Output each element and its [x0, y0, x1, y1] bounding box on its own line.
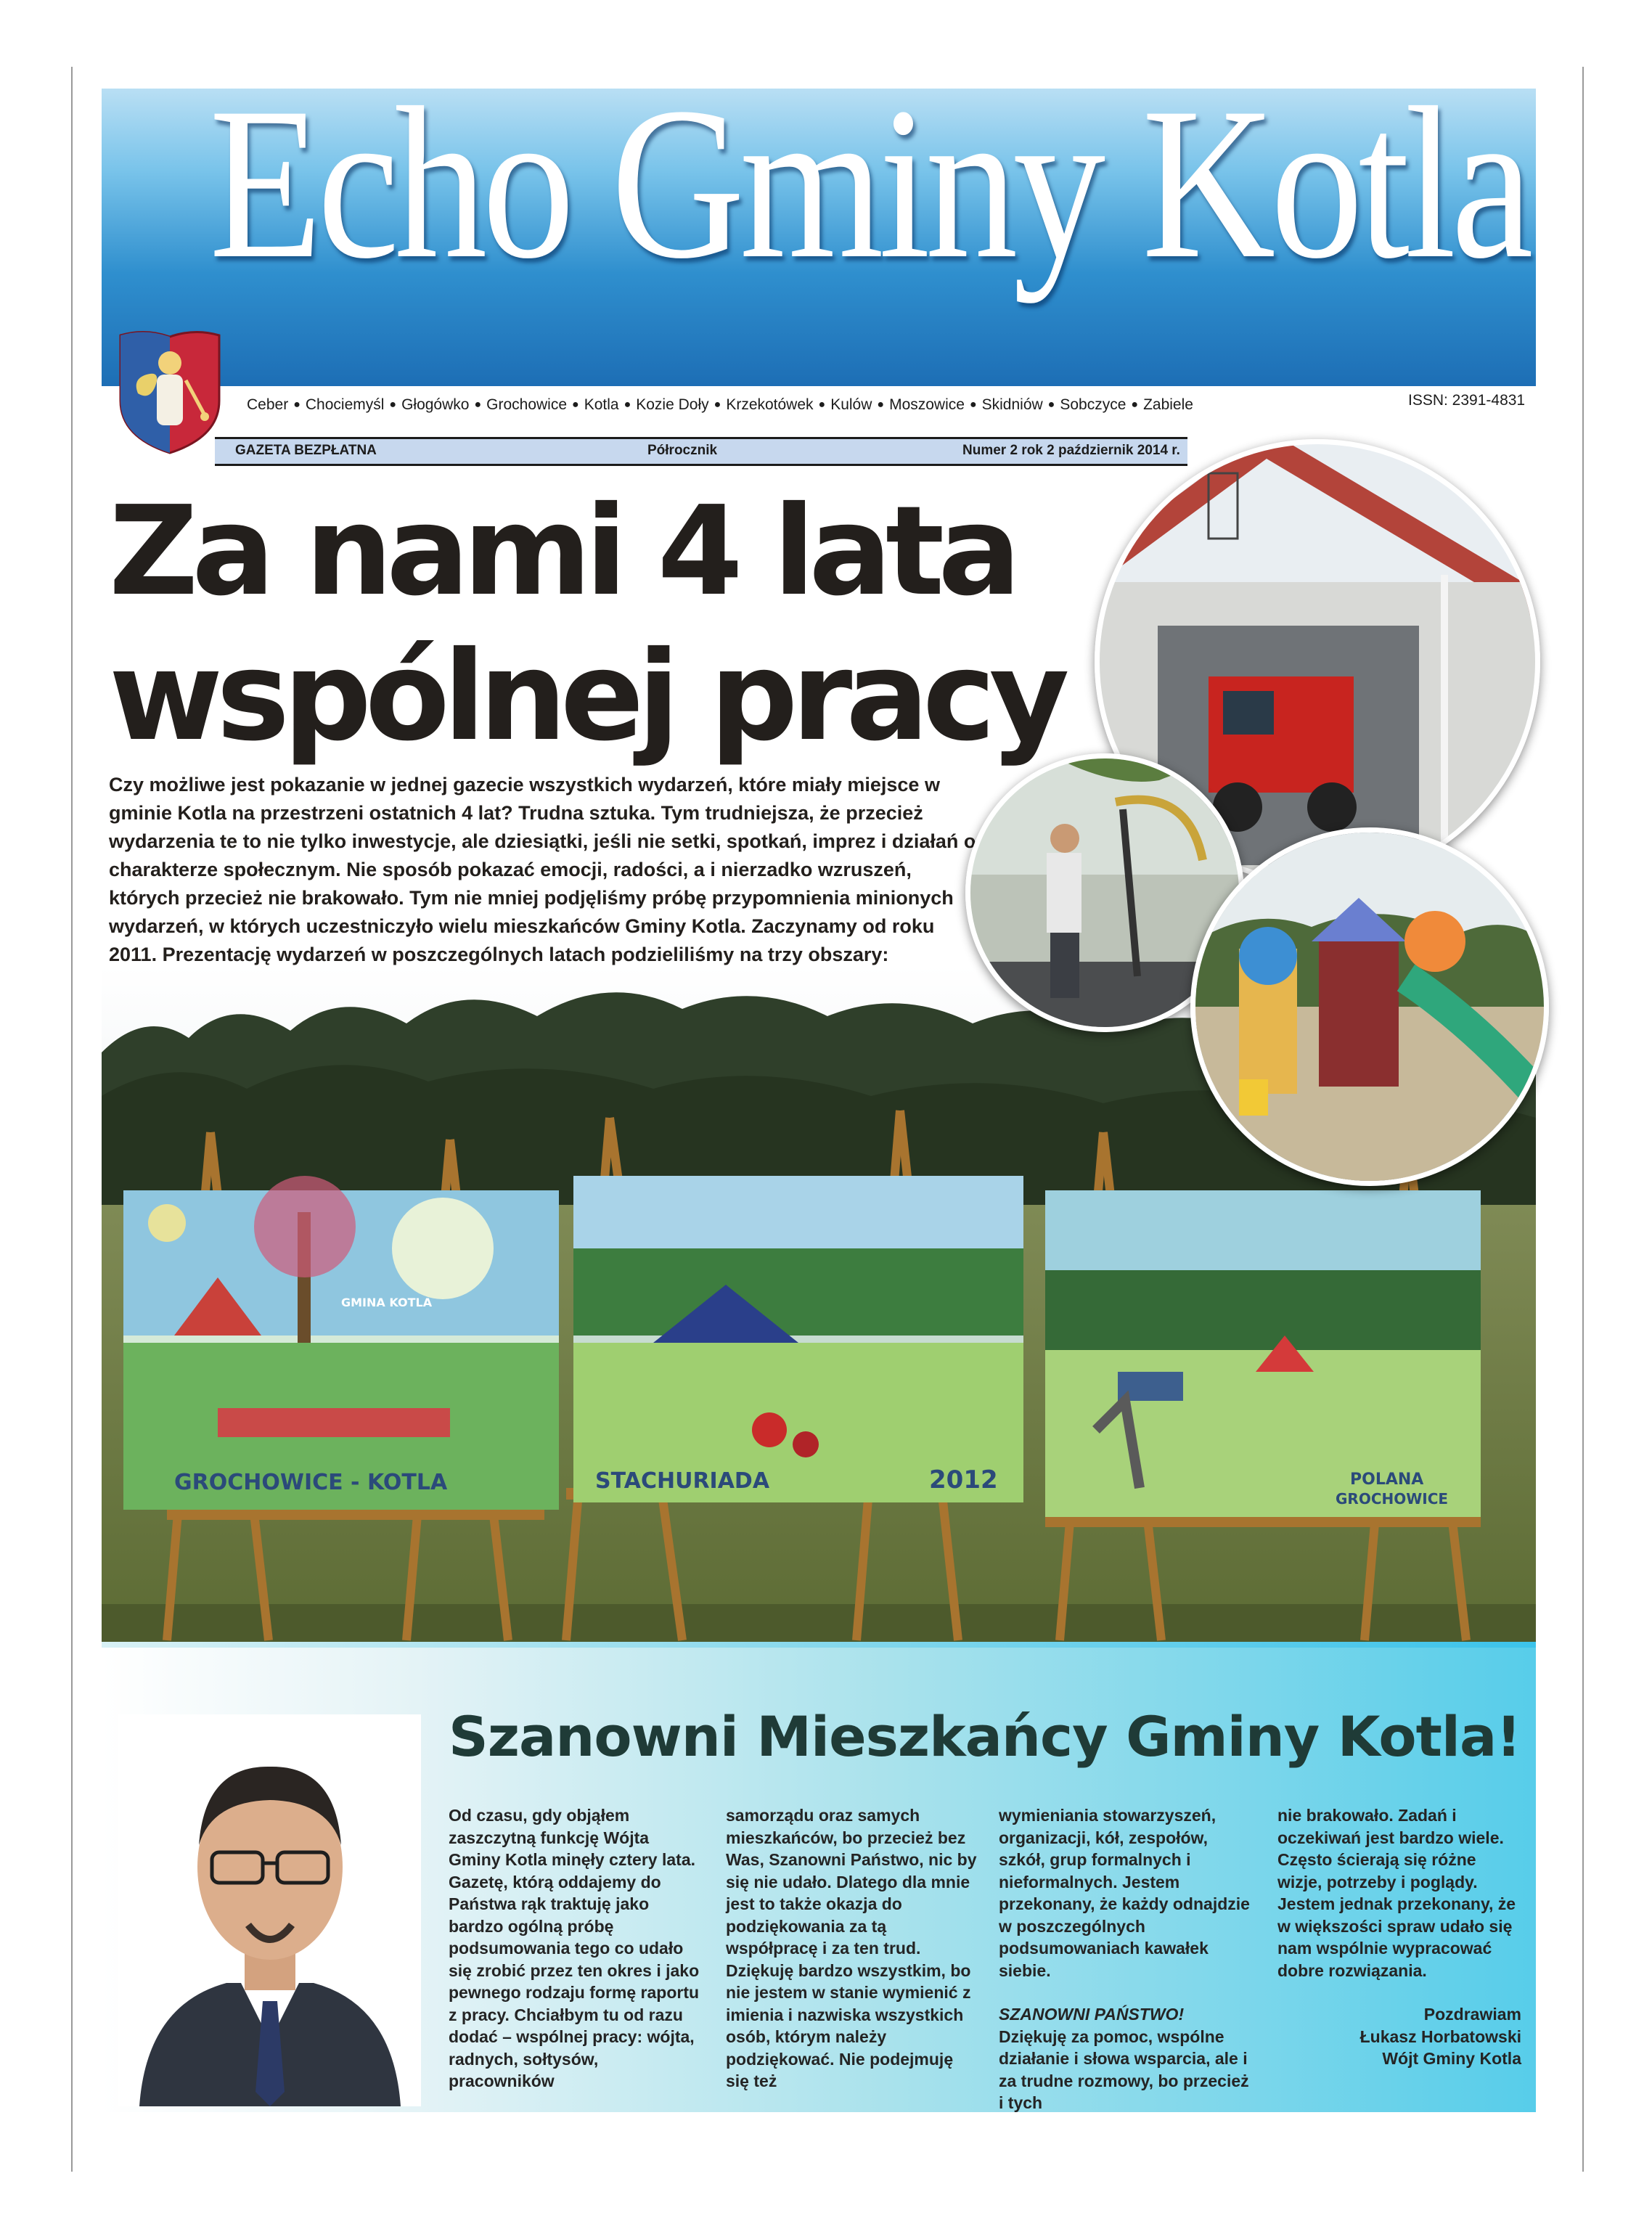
village-item: Krzekotówek	[726, 396, 814, 413]
painting-caption: GROCHOWICE	[1336, 1490, 1449, 1508]
village-item: Moszowice	[889, 396, 965, 413]
village-item: Skidniów	[981, 396, 1043, 413]
letter-column-1	[449, 1804, 703, 2093]
village-item: Głogówko	[401, 396, 470, 413]
signature-role: Wójt Gminy Kotla	[1382, 2049, 1521, 2068]
village-item: Kotla	[584, 396, 619, 413]
painting-caption: STACHURIADA	[595, 1468, 770, 1494]
village-item: Kozie Doły	[636, 396, 709, 413]
letter-column-2	[726, 1804, 980, 2093]
village-item: Grochowice	[486, 396, 568, 413]
signature-greeting: Pozdrawiam	[1423, 2005, 1521, 2024]
village-item: Kulów	[830, 396, 872, 413]
bullet-icon: ●	[818, 398, 826, 411]
village-item: Ceber	[247, 396, 289, 413]
headline-line: wspólnej pracy	[109, 625, 1063, 769]
letter-salutation: SZANOWNI PAŃSTWO!	[999, 2005, 1185, 2024]
bullet-icon: ●	[293, 398, 300, 411]
bullet-icon: ●	[572, 398, 579, 411]
letter-column-4	[1277, 1804, 1521, 2070]
letter-text: nie brakowało. Zadań i oczekiwań jest bardzo wiele. Często ścierają się różne wizje, potrzeby i poglądy. Jestem jednak przekonany, że w większości spraw udało się nam wspólnie wypracować dobre rozwiązania.	[1277, 1806, 1516, 1980]
issue-number: Numer 2 rok 2 październik 2014 r.	[962, 443, 1180, 458]
coat-of-arms-icon	[116, 328, 224, 456]
issue-info-bar	[215, 437, 1187, 466]
painting-caption: GROCHOWICE - KOTLA	[174, 1470, 448, 1495]
village-list	[247, 396, 1193, 414]
painting-year: 2012	[929, 1465, 998, 1494]
village-item: Chociemyśl	[305, 396, 385, 413]
lead-paragraph: Czy możliwe jest pokazanie w jednej gazecie wszystkich wydarzeń, które miały miejsce w gminie Kotla na przestrzeni ostatnich 4 lat? Trudna sztuka. Tym trudniejsza, że przecież wydarzenia te to nie tylko inwestycje, ale dziesiątki, jeśli nie setki, spotkań, imprez i działań o charakterze społecznym. Nie sposób pokazać emocji, radości, a i nierzadko wzruszeń, których przecież nie brakowało. Tym nie mniej podjęliśmy próbę przypomnienia minionych wydarzeń, w których uczestniczyło wielu mieszkańców Gminy Kotla. Zaczynamy od roku 2011. Prezentację wydarzeń w poszczególnych latach podzieliliśmy na trzy obszary:	[109, 774, 976, 965]
bullet-icon: ●	[969, 398, 977, 411]
signature-name: Łukasz Horbatowski	[1359, 2026, 1521, 2046]
masthead-banner	[102, 89, 1536, 386]
free-paper-label: GAZETA BEZPŁATNA	[235, 443, 377, 458]
bullet-icon: ●	[623, 398, 631, 411]
bullet-icon: ●	[1047, 398, 1055, 411]
main-headline	[109, 479, 1063, 769]
issn-number: ISSN: 2391-4831	[1408, 392, 1526, 409]
letter-column-3	[999, 1804, 1253, 2114]
letter-text: Od czasu, gdy objąłem zaszczytną funkcję Wójta Gminy Kotla minęły cztery lata. Gazetę, którą oddajemy do Państwa rąk traktuję jako bardzo ogólną próbę podsumowania tego co udało się zrobić przez ten okres i jako pewnego rodzaju formę raportu z pracy. Chciałbym tu od razu dodać – wspólnej pracy: wójta, radnych, sołtysów, pracowników	[449, 1806, 700, 2090]
mayor-portrait-photo	[118, 1714, 421, 2106]
sign-text: GMINA KOTLA	[341, 1296, 433, 1309]
headline-line: Za nami 4 lata	[109, 480, 1015, 623]
painting-caption: POLANA	[1350, 1471, 1424, 1489]
masthead-title: Echo Gminy Kotla	[209, 89, 1529, 303]
village-item: Zabiele	[1143, 396, 1193, 413]
letter-text: Dziękuję za pomoc, wspólne działanie i słowa wsparcia, ale i za trudne rozmowy, bo przecież i tych	[999, 2026, 1249, 2112]
letter-title: Szanowni Mieszkańcy Gminy Kotla!	[449, 1704, 1521, 1769]
letter-text: samorządu oraz samych mieszkańców, bo przecież bez Was, Szanowni Państwo, nic by się nie udało. Dlatego dla mnie jest to także okazja do podziękowania za tą współpracę i za ten trud. Dziękuję bardzo wszystkim, bo nie jestem w stanie wymienić z imienia i nazwiska wszystkich osób, którym należy podziękować. Nie podejmuję się też	[726, 1806, 977, 2090]
letter-signature	[1277, 2003, 1521, 2070]
photo-playground	[1190, 827, 1549, 1186]
bullet-icon: ●	[877, 398, 885, 411]
bullet-icon: ●	[1131, 398, 1139, 411]
frequency-label: Półrocznik	[647, 443, 718, 458]
bullet-icon: ●	[389, 398, 397, 411]
village-item: Sobczyce	[1060, 396, 1126, 413]
letter-text: wymieniania stowarzyszeń, organizacji, kół, zespołów, szkół, grup formalnych i nieformalnych. Jestem przekonany, że każdy odnajdzie w poszczególnych podsumowaniach kawałek siebie.	[999, 1806, 1250, 1980]
bullet-icon: ●	[713, 398, 721, 411]
bullet-icon: ●	[474, 398, 482, 411]
